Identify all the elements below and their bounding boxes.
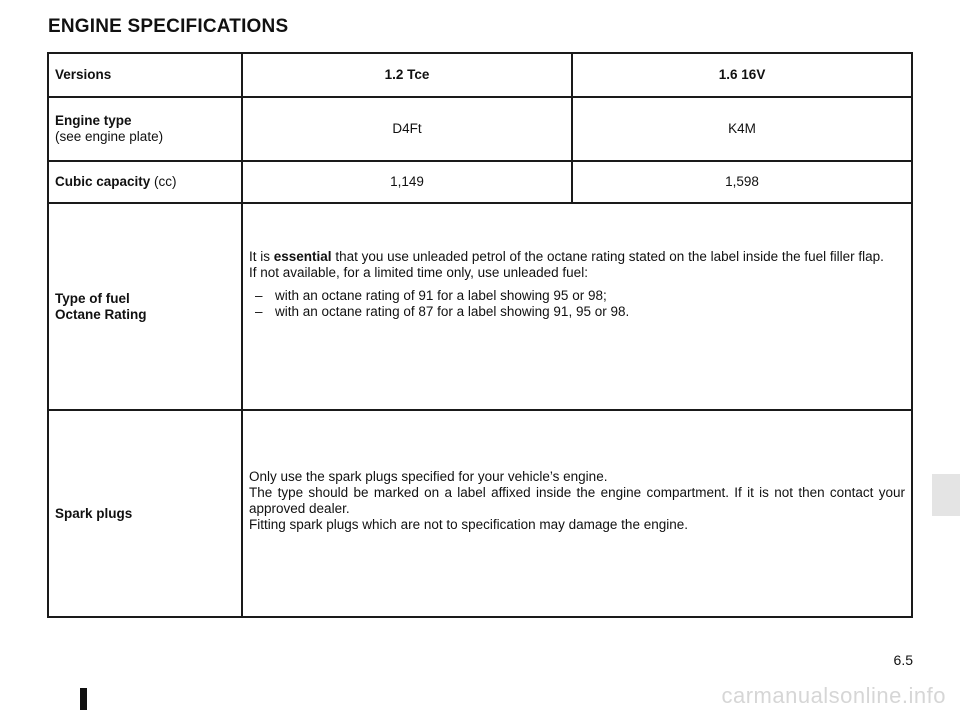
table-row-spark-plugs bbox=[48, 410, 912, 617]
table-row-cubic-capacity bbox=[48, 161, 912, 203]
engine-type-sublabel: (see engine plate) bbox=[55, 129, 164, 144]
page-number: 6.5 bbox=[893, 652, 913, 668]
page-title: ENGINE SPECIFICATIONS bbox=[48, 16, 289, 37]
engine-type-label: Engine type bbox=[55, 113, 132, 128]
engine-type-value-2: K4M bbox=[572, 97, 912, 161]
octane-item-text: with an octane rating of 91 for a label showing 95 or 98; bbox=[275, 288, 607, 303]
list-item bbox=[249, 288, 905, 304]
fuel-availability-note: If not available, for a limited time only, use unleaded fuel: bbox=[249, 265, 588, 280]
list-item bbox=[249, 304, 905, 320]
spark-plugs-line-3: Fitting spark plugs which are not to specification may damage the engine. bbox=[249, 516, 688, 532]
spark-plugs-description-cell bbox=[242, 410, 912, 617]
watermark: carmanualsonline.info bbox=[721, 683, 946, 708]
spark-plugs-line-1: Only use the spark plugs specified for your vehicle’s engine. bbox=[249, 468, 608, 484]
table-header-row bbox=[48, 53, 912, 97]
header-version-1-6-16v: 1.6 16V bbox=[572, 53, 912, 97]
dash-bullet: – bbox=[255, 304, 263, 319]
fuel-description bbox=[249, 249, 905, 265]
fuel-description-cell bbox=[242, 203, 912, 410]
fuel-text-prefix: It is bbox=[249, 249, 274, 264]
corner-bar-mark bbox=[80, 688, 87, 710]
engine-type-label-cell bbox=[48, 97, 242, 161]
cubic-capacity-value-1: 1,149 bbox=[242, 161, 572, 203]
cubic-capacity-label-cell bbox=[48, 161, 242, 203]
spark-plugs-line-2: The type should be marked on a label affixed inside the engine compartment. If it is not then contact your approved dealer. bbox=[249, 484, 905, 516]
engine-spec-table bbox=[47, 52, 913, 618]
octane-item-text: with an octane rating of 87 for a label showing 91, 95 or 98. bbox=[275, 304, 630, 319]
fuel-text-rest: that you use unleaded petrol of the octane rating stated on the label inside the fuel filler flap. bbox=[331, 249, 884, 264]
octane-list bbox=[249, 288, 905, 320]
header-version-1-2-tce: 1.2 Tce bbox=[242, 53, 572, 97]
table-row-fuel bbox=[48, 203, 912, 410]
octane-rating-label: Octane Rating bbox=[55, 306, 147, 322]
cubic-capacity-value-2: 1,598 bbox=[572, 161, 912, 203]
fuel-type-label: Type of fuel bbox=[55, 290, 130, 306]
cubic-capacity-label: Cubic capacity bbox=[55, 174, 151, 189]
cubic-capacity-unit: (cc) bbox=[150, 174, 177, 189]
dash-bullet: – bbox=[255, 288, 263, 303]
fuel-text-essential: essential bbox=[273, 249, 332, 264]
engine-type-value-1: D4Ft bbox=[242, 97, 572, 161]
header-versions-cell: Versions bbox=[48, 53, 242, 97]
chapter-tab-marker bbox=[932, 474, 960, 516]
spark-plugs-label: Spark plugs bbox=[48, 410, 242, 617]
table-row-engine-type bbox=[48, 97, 912, 161]
fuel-label-cell bbox=[48, 203, 242, 410]
